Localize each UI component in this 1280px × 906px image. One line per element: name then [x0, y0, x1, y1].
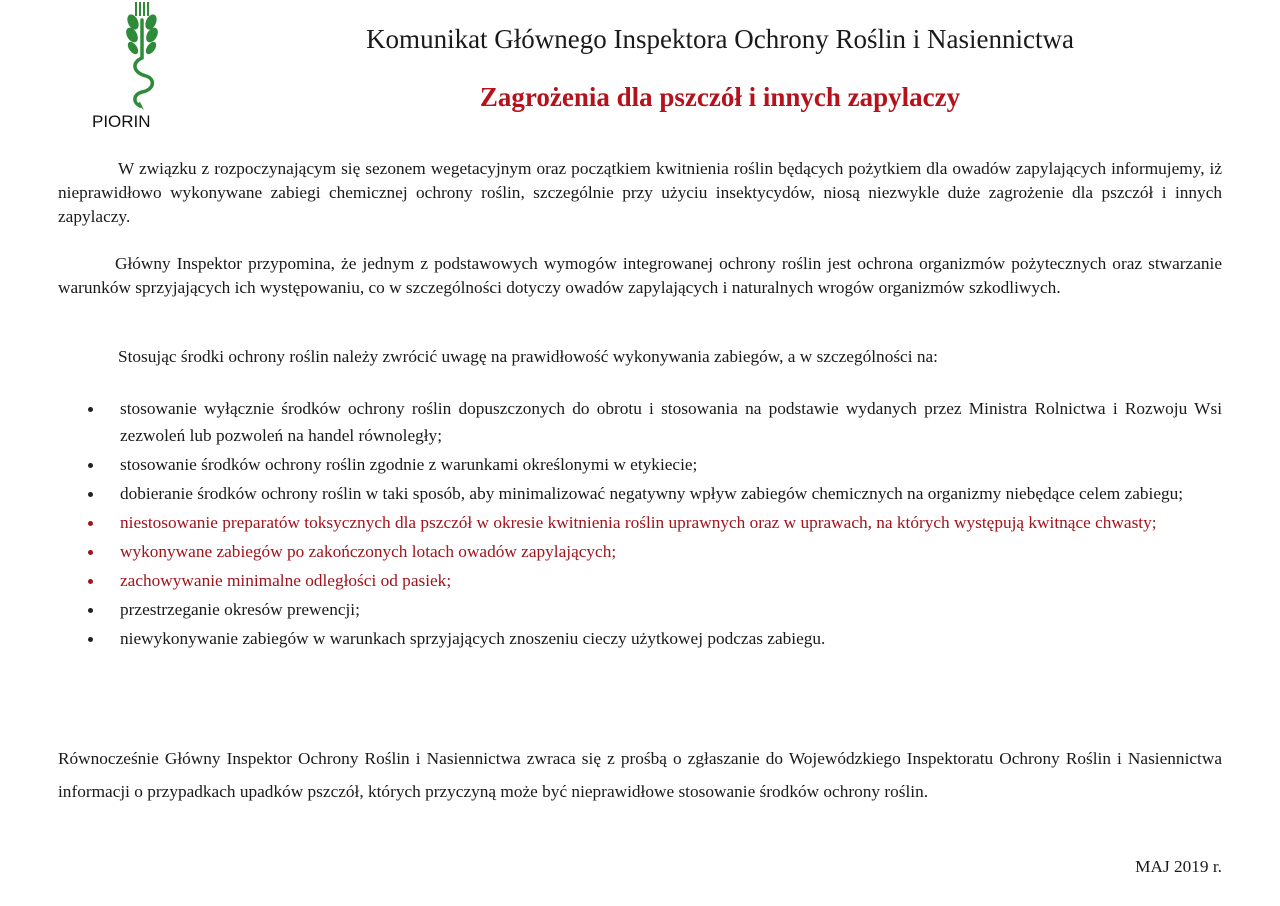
piorin-logo: [92, 0, 202, 140]
bullet-icon: [88, 407, 93, 412]
list-item-text: stosowanie wyłącznie środków ochrony roślin dopuszczonych do obrotu i stosowania na podstawie wydanych przez Ministra Rolnictwa i Rozwoju Wsi zezwoleń lub pozwoleń na handel równoległy;: [120, 399, 1222, 445]
logo-text: PIORIN: [92, 112, 151, 131]
bullet-icon: [88, 608, 93, 613]
list-item-highlighted: [80, 510, 1222, 537]
list-item: [80, 597, 1222, 624]
list-item: [80, 396, 1222, 449]
list-item-text: niewykonywanie zabiegów w warunkach sprzyjających znoszeniu cieczy użytkowej podczas zabiegu.: [120, 629, 826, 649]
list-item: [80, 452, 1222, 479]
list-item-text: wykonywane zabiegów po zakończonych lotach owadów zapylających;: [120, 541, 617, 561]
bullet-icon: [88, 550, 93, 555]
paragraph-reminder-text: Główny Inspektor przypomina, że jednym z podstawowych wymogów integrowanej ochrony roślin jest ochrona organizmów pożytecznych oraz stwarzanie warunków sprzyjających ich występowaniu, co w szczególności dotyczy owadów zapylających i naturalnych wrogów organizmów szkodliwych.: [58, 254, 1222, 297]
list-item-text: niestosowanie preparatów toksycznych dla pszczół w okresie kwitnienia roślin uprawnych oraz w uprawach, na których występują kwitnące chwasty;: [120, 512, 1157, 532]
paragraph-guidance: Stosując środki ochrony roślin należy zwrócić uwagę na prawidłowość wykonywania zabiegów, a w szczególności na:: [118, 347, 938, 366]
list-item: [80, 481, 1222, 508]
paragraph-reminder: [58, 252, 1222, 300]
bullet-icon: [88, 637, 93, 642]
list-item-highlighted: [80, 568, 1222, 595]
wheat-snake-icon: [110, 0, 170, 115]
bullet-icon: [88, 521, 93, 526]
paragraph-intro: [58, 157, 1222, 229]
document-date: MAJ 2019 r.: [1135, 857, 1222, 876]
list-item-text: stosowanie środków ochrony roślin zgodnie z warunkami określonymi w etykiecie;: [120, 454, 698, 474]
paragraph-request: Równocześnie Główny Inspektor Ochrony Roślin i Nasiennictwa zwraca się z prośbą o zgłaszanie do Wojewódzkiego Inspektoratu Ochrony Roślin i Nasiennictwa informacji o przypadkach upadków pszczół, których przyczyną może być nieprawidłowe stosowanie środków ochrony roślin.: [58, 749, 1222, 801]
list-item: [80, 626, 1222, 653]
list-item-text: dobieranie środków ochrony roślin w taki sposób, aby minimalizować negatywny wpływ zabiegów chemicznych na organizmy niebędące celem zabiegu;: [120, 483, 1184, 503]
requirements-list: [80, 396, 1222, 655]
list-item-text: zachowywanie minimalne odległości od pasiek;: [120, 570, 452, 590]
bullet-icon: [88, 463, 93, 468]
list-item-highlighted: [80, 539, 1222, 566]
bullet-icon: [88, 579, 93, 584]
paragraph-intro-text: W związku z rozpoczynającym się sezonem wegetacyjnym oraz początkiem kwitnienia roślin będących pożytkiem dla owadów zapylających informujemy, iż nieprawidłowo wykonywane zabiegi chemicznej ochrony roślin, szczególnie przy użyciu insektycydów, niosą niezwykle duże zagrożenie dla pszczół i innych zapylaczy.: [58, 159, 1222, 226]
page-subtitle: Zagrożenia dla pszczół i innych zapylaczy: [479, 82, 961, 112]
bullet-icon: [88, 492, 93, 497]
list-item-text: przestrzeganie okresów prewencji;: [120, 600, 360, 620]
page-title: Komunikat Głównego Inspektora Ochrony Roślin i Nasiennictwa: [366, 24, 1074, 54]
